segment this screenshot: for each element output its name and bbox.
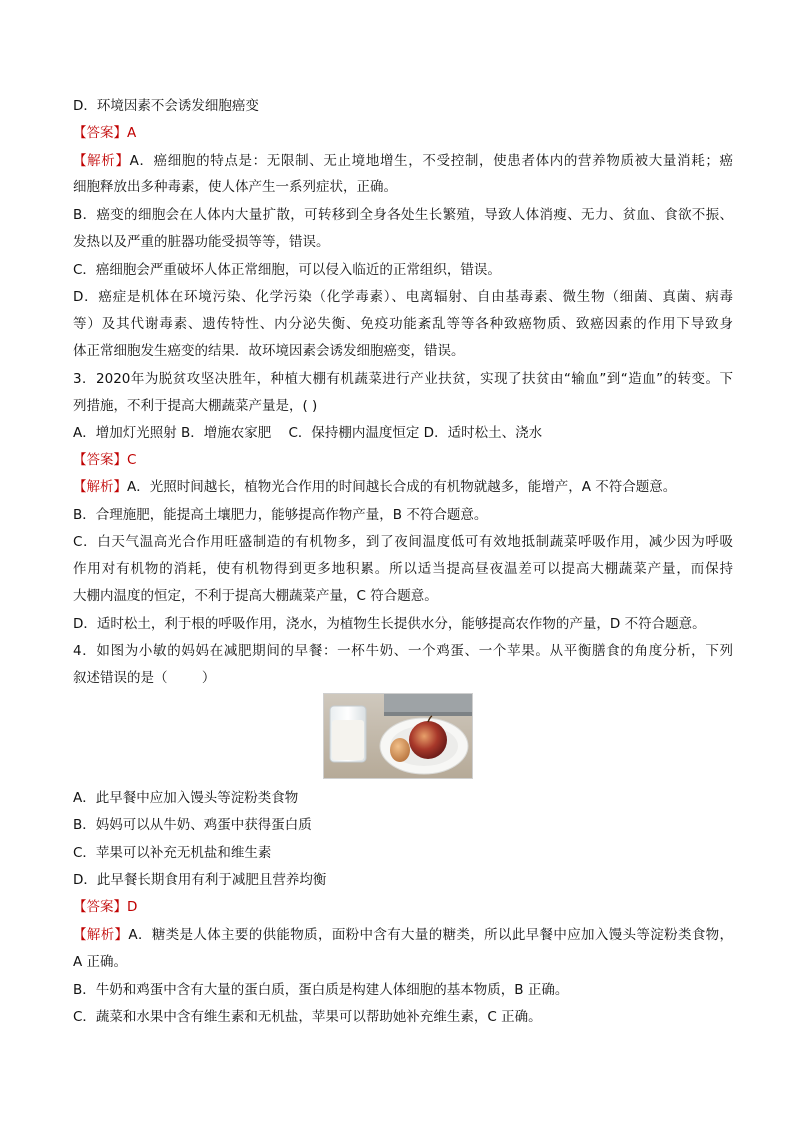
q2-analysis-line <box>73 151 733 171</box>
analysis-text: 作用对有机物的消耗，使有机物得到更多地积累。所以适当提高昼夜温差可以提高大棚蔬菜产量，而保持 <box>73 561 733 577</box>
answer-value: C <box>127 452 137 468</box>
q4-option-b: B．妈妈可以从牛奶、鸡蛋中获得蛋白质 <box>73 817 312 833</box>
analysis-text: A．癌细胞的特点是：无限制、无止境地增生，不受控制，使患者体内的营养物质被大量消耗；癌 <box>129 153 734 169</box>
analysis-text: A．糖类是人体主要的供能物质，面粉中含有大量的糖类，所以此早餐中应加入馒头等淀粉类食物， <box>128 927 734 943</box>
analysis-text: 体正常细胞发生癌变的结果．故环境因素会诱发细胞癌变，错误。 <box>73 343 465 359</box>
breakfast-photo <box>323 693 473 779</box>
q4-analysis-line <box>73 925 733 945</box>
analysis-text: D．适时松土，利于根的呼吸作用，浇水，为植物生长提供水分，能够提高农作物的产量，D 不符合题意。 <box>73 616 706 632</box>
q4-option-a: A．此早餐中应加入馒头等淀粉类食物 <box>73 790 299 806</box>
answer-tag: 【答案】 <box>73 125 127 141</box>
analysis-text: 大棚内温度的恒定，不利于提高大棚蔬菜产量，C 符合题意。 <box>73 588 438 604</box>
analysis-text: 发热以及严重的脏器功能受损等等，错误。 <box>73 234 330 250</box>
answer-value: A <box>127 125 137 141</box>
analysis-text: B．牛奶和鸡蛋中含有大量的蛋白质，蛋白质是构建人体细胞的基本物质，B 正确。 <box>73 982 569 998</box>
analysis-text: 细胞释放出多种毒素，使人体产生一系列症状，正确。 <box>73 179 397 195</box>
q4-option-d: D．此早餐长期食用有利于减肥且营养均衡 <box>73 872 327 888</box>
q2-option-d: D．环境因素不会诱发细胞癌变 <box>73 98 259 114</box>
q4-stem: 4．如图为小敏的妈妈在减肥期间的早餐：一杯牛奶、一个鸡蛋、一个苹果。从平衡膳食的角度分析，下列 <box>73 643 733 659</box>
q3-options: A．增加灯光照射 B．增施农家肥 C．保持棚内温度恒定 D．适时松土、浇水 <box>73 425 543 441</box>
q3-analysis-line <box>73 477 733 497</box>
analysis-text: A 正确。 <box>73 954 128 970</box>
analysis-tag: 【解析】 <box>73 479 127 495</box>
analysis-tag: 【解析】 <box>73 927 129 943</box>
q3-stem: 列措施，不利于提高大棚蔬菜产量是，( ) <box>73 398 318 414</box>
analysis-text: B．癌变的细胞会在人体内大量扩散，可转移到全身各处生长繁殖，导致人体消瘦、无力、贫血、食欲不振、 <box>73 207 733 223</box>
q4-stem: 叙述错误的是（ ） <box>73 670 216 686</box>
analysis-text: C．癌细胞会严重破坏人体正常细胞，可以侵入临近的正常组织，错误。 <box>73 262 501 278</box>
analysis-text: A．光照时间越长，植物光合作用的时间越长合成的有机物就越多，能增产，A 不符合题意。 <box>127 479 677 495</box>
answer-tag: 【答案】 <box>73 452 127 468</box>
answer-value: D <box>127 899 138 915</box>
analysis-text: C．白天气温高光合作用旺盛制造的有机物多，到了夜间温度低可有效地抵制蔬菜呼吸作用，减少因为呼吸 <box>73 534 733 550</box>
analysis-text: D．癌症是机体在环境污染、化学污染（化学毒素）、电离辐射、自由基毒素、微生物（细菌、真菌、病毒 <box>73 289 733 305</box>
q3-answer-line <box>73 450 733 470</box>
q4-answer-line <box>73 897 733 917</box>
q2-answer-line <box>73 123 733 143</box>
analysis-tag: 【解析】 <box>73 153 130 169</box>
analysis-text: 等）及其代谢毒素、遗传特性、内分泌失衡、免疫功能紊乱等等各种致癌物质、致癌因素的作用下导致身 <box>73 316 733 332</box>
answer-tag: 【答案】 <box>73 899 127 915</box>
analysis-text: B．合理施肥，能提高土壤肥力，能够提高作物产量，B 不符合题意。 <box>73 507 488 523</box>
q4-option-c: C．苹果可以补充无机盐和维生素 <box>73 845 272 861</box>
analysis-text: C．蔬菜和水果中含有维生素和无机盐，苹果可以帮助她补充维生素，C 正确。 <box>73 1009 542 1025</box>
breakfast-illustration <box>324 694 472 778</box>
q3-stem: 3．2020年为脱贫攻坚决胜年，种植大棚有机蔬菜进行产业扶贫，实现了扶贫由“输血”到“造血”的转变。下 <box>73 371 733 387</box>
